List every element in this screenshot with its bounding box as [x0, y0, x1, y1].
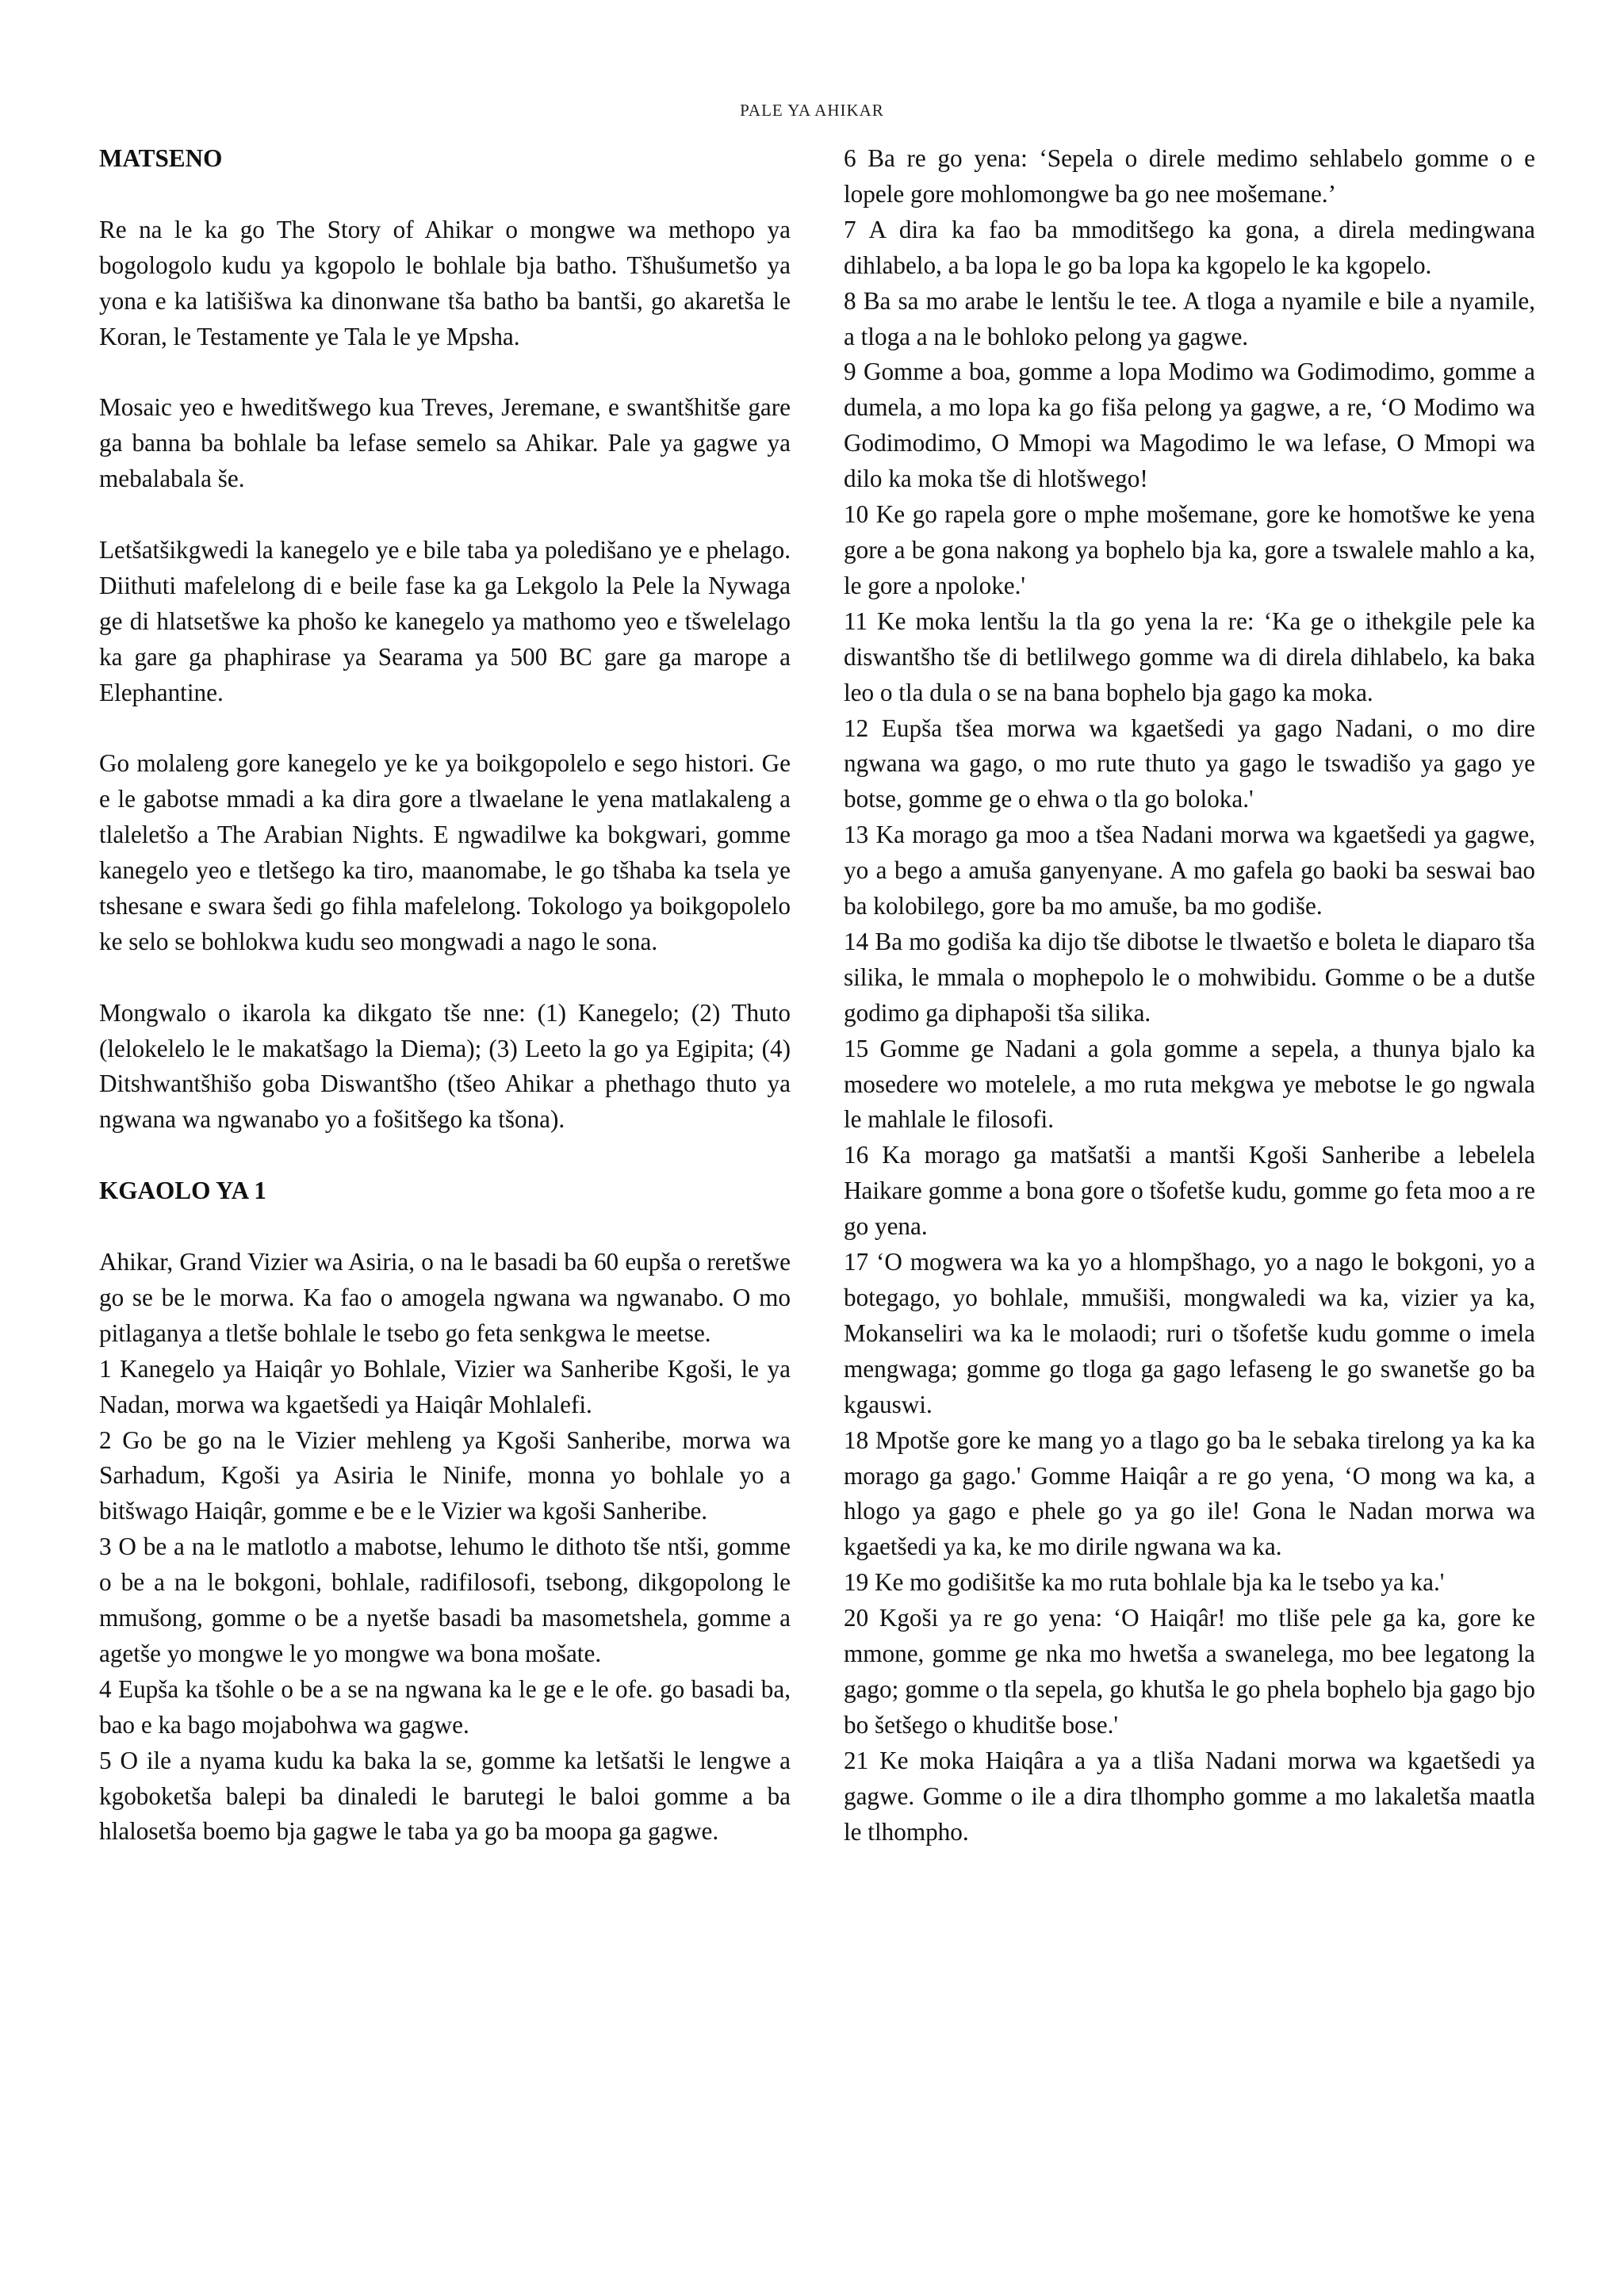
verse-12: 12 Eupša tšea morwa wa kgaetšedi ya gago Nadani, o mo dire ngwana wa gago, o mo rute thuto ya gago le tswadišo ya gago ye botse, gomme ge o ehwa o tla go boloka.'	[844, 714, 1535, 813]
verse-17: 17 ‘O mogwera wa ka yo a hlompšhago, yo a nago le bokgoni, yo a botegago, yo bohlale, mmušiši, mongwaledi wa ka, vizier ya ka, Mokanseliri wa ka le molaodi; ruri o tšofetše kudu gomme o imela mengwaga; gomme go tloga ga gago lefaseng le go swanetše go ba kgauswi.	[844, 1248, 1535, 1418]
running-header: PALE YA AHIKAR	[740, 101, 884, 120]
verse-7: 7 A dira ka fao ba mmoditšego ka gona, a direla medingwana dihlabelo, a ba lopa le go ba lopa ka kgopelo le ka kgopelo.	[844, 215, 1535, 279]
right-column	[844, 141, 1535, 1850]
verse-9: 9 Gomme a boa, gomme a lopa Modimo wa Godimodimo, gomme a dumela, a mo lopa ka go fiša pelong ya gagwe, a re, ‘O Modimo wa Godimodimo, O Mmopi wa Magodimo le wa lefase, O Mmopi wa dilo ka moka tše di hlotšwego!	[844, 358, 1535, 493]
verse-16: 16 Ka morago ga matšatši a mantši Kgoši Sanheribe a lebelela Haikare gomme a bona gore o tšofetše kudu, gomme go feta moo a re go yena.	[844, 1141, 1535, 1241]
verse-6: 6 Ba re go yena: ‘Sepela o direle medimo sehlabelo gomme o e lopele gore mohlomongwe ba go nee mošemane.’	[844, 144, 1535, 208]
verse-21: 21 Ke moka Haiqâra a ya a tliša Nadani morwa wa kgaetšedi ya gagwe. Gomme o ile a dira tlhompho gomme a mo lakaletša maatla le tlhompho.	[844, 1746, 1535, 1846]
verse-4: 4 Eupša ka tšohle o be a se na ngwana ka le ge e le ofe. go basadi ba, bao e ka bago mojabohwa wa gagwe.	[99, 1674, 791, 1739]
chapter-heading: KGAOLO YA 1	[99, 1177, 266, 1205]
intro-paragraph-4: Go molaleng gore kanegelo ye ke ya boikgopolelo e sego histori. Ge e le gabotse mmadi a ka dira gore a tlwaelane le yena matlakaleng a tlaleletšo a The Arabian Nights. E ngwadilwe ka bokgwari, gomme kanegelo yeo e tletšego ka tiro, maanomabe, le go tšhaba ka tsela ye tshesane e swara šedi go fihla mafelelong. Tokologo ya boikgopolelo ke selo se bohlokwa kudu seo mongwadi a nago le sona.	[99, 749, 791, 955]
verse-8: 8 Ba sa mo arabe le lentšu le tee. A tloga a nyamile e bile a nyamile, a tloga a na le bohloko pelong ya gagwe.	[844, 286, 1535, 350]
verse-19: 19 Ke mo godišitše ka mo ruta bohlale bja ka le tsebo ya ka.'	[844, 1568, 1445, 1597]
intro-heading: MATSENO	[99, 144, 223, 172]
verse-13: 13 Ka morago ga moo a tšea Nadani morwa wa kgaetšedi ya gagwe, yo a bego a amuša ganyenyane. A mo gafela go baoki ba seswai bao ba kolobilego, gore ba mo amuše, ba mo godiše.	[844, 821, 1535, 920]
verse-18: 18 Mpotše gore ke mang yo a tlago go ba le sebaka tirelong ya ka ka morago ga gago.' Gomme Haiqâr a re go yena, ‘O mong wa ka, a hlogo ya gago e phele go ya go ile! Gona le Nadan morwa wa kgaetšedi ya ka, ke mo dirile ngwana wa ka.	[844, 1425, 1535, 1561]
intro-paragraph-2: Mosaic yeo e hweditšwego kua Treves, Jeremane, e swantšhitše gare ga banna ba bohlale ba lefase semelo sa Ahikar. Pale ya gagwe ya mebalabala še.	[99, 393, 791, 493]
verse-15: 15 Gomme ge Nadani a gola gomme a sepela, a thunya bjalo ka mosedere wo motelele, a mo ruta mekgwa ye mebotse le go ngwala le mahlale le filosofi.	[844, 1034, 1535, 1134]
verse-5: 5 O ile a nyama kudu ka baka la se, gomme ka letšatši le lengwe a kgoboketša balepi ba dinaledi le barutegi le baloi gomme a ba hlalosetša boemo bja gagwe le taba ya go ba moopa ga gagwe.	[99, 1746, 791, 1846]
left-column	[99, 141, 791, 1850]
verse-11: 11 Ke moka lentšu la tla go yena la re: ‘Ka ge o ithekgile pele ka diswantšho tše di betlilwego gomme wa di direla dihlabelo, ka baka leo o tla dula o se na bana bophelo bja gago ka moka.	[844, 607, 1535, 706]
verse-10: 10 Ke go rapela gore o mphe mošemane, gore ke homotšwe ke yena gore a be gona nakong ya bophelo bja ka, gore a tswalele mahlo a ka, le gore a npoloke.'	[844, 500, 1535, 599]
verse-14: 14 Ba mo godiša ka dijo tše dibotse le tlwaetšo e boleta le diaparo tša silika, le mmala o mophepolo le o mohwibidu. Gomme o be a dutše godimo ga diphapoši tša silika.	[844, 927, 1535, 1027]
intro-paragraph-5: Mongwalo o ikarola ka dikgato tše nne: (1) Kanegelo; (2) Thuto (lelokelelo le le makatšago la Diema); (3) Leeto la go ya Egipita; (4) Ditshwantšhišo goba Diswantšho (tšeo Ahikar a phethago thuto ya ngwana wa ngwanabo yo a fošitšego ka tšona).	[99, 998, 791, 1134]
intro-paragraph-1: Re na le ka go The Story of Ahikar o mongwe wa methopo ya bogologolo kudu ya kgopolo le bohlale bja batho. Tšhušumetšo ya yona e ka latišišwa ka dinonwane tša batho ba bantši, go akaretša le Koran, le Testamente ye Tala le ye Mpsha.	[99, 215, 791, 350]
intro-paragraph-3: Letšatšikgwedi la kanegelo ye e bile taba ya poledišano ye e phelago. Diithuti mafelelong di e beile fase ka ga Lekgolo la Pele la Nywaga ge di hlatsetšwe ka phošo ke kanegelo ya mathomo yeo e tšwelelago ka gare ga phaphirase ya Searama ya 500 BC gare ga marope a Elephantine.	[99, 535, 791, 706]
verse-3: 3 O be a na le matlotlo a mabotse, lehumo le dithoto tše ntši, gomme o be a na le bokgoni, bohlale, radifilosofi, tsebong, dikgopolong le mmušong, gomme o be a nyetše basadi ba masometshela, gomme a agetše yo mongwe le yo mongwe wa bona mošate.	[99, 1533, 791, 1667]
verse-2: 2 Go be go na le Vizier mehleng ya Kgoši Sanheribe, morwa wa Sarhadum, Kgoši ya Asiria le Ninife, monna yo bohlale yo a bitšwago Haiqâr, gomme e be e le Vizier wa kgoši Sanheribe.	[99, 1425, 791, 1525]
verse-20: 20 Kgoši ya re go yena: ‘O Haiqâr! mo tliše pele ga ka, gore ke mmone, gomme ge nka mo hwetša a swanelega, mo bee legatong la gago; gomme o tla sepela, go khutša le go phela bophelo bja gago bjo bo šetšego o khuditše bose.'	[844, 1604, 1535, 1739]
verse-1: 1 Kanegelo ya Haiqâr yo Bohlale, Vizier wa Sanheribe Kgoši, le ya Nadan, morwa wa kgaetšedi ya Haiqâr Mohlalefi.	[99, 1354, 791, 1418]
chapter-intro: Ahikar, Grand Vizier wa Asiria, o na le basadi ba 60 eupša o reretšwe go se be le morwa. Ka fao o amogela ngwana wa ngwanabo. O mo pitlaganya a tletše bohlale le tsebo go feta senkgwa le meetse.	[99, 1247, 791, 1347]
